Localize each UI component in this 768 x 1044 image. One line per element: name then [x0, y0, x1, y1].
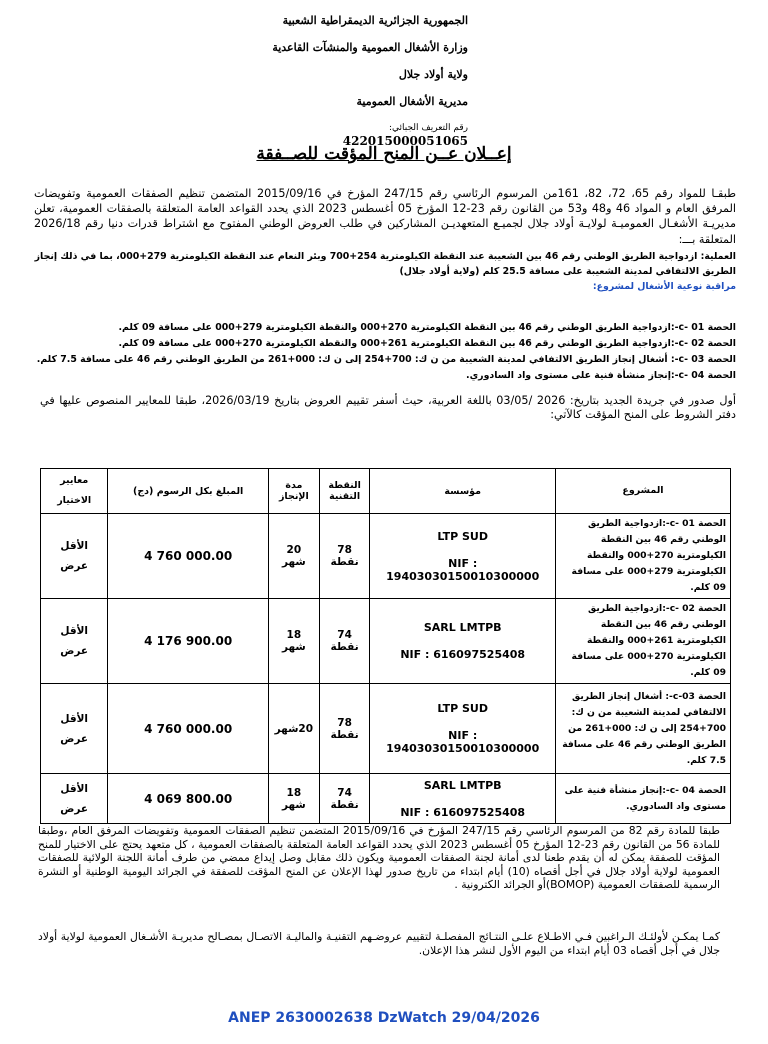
cell-points: 78 نقطة [319, 684, 370, 774]
cell-points: 78 نقطة [319, 514, 370, 599]
ministry-title: وزارة الأشغال العمومية والمنشآت القاعدية [272, 41, 468, 54]
cell-company [370, 514, 555, 599]
appeal-paragraph: طبقا للمادة رقم 82 من المرسوم الرئاسي رقم 247/15 المؤرخ في 2015/09/16 المتضمن تنظيم الصفقات العمومية وتفويضات المرفق العام ،وطبقا للمادة 56 من القانون رقم 23-12 المؤرخ 05 أغسطس 2023 الذي يحدد القواعد العامة المتعلقة بالصفقات العمومية ، كل متعهد يحتج على الاختيار للمنح المؤقت للصفقة يمكن له أن يقدم طعنا لدى أمانة لجنة الصفقات العمومية ويكون ذلك مقابل وصل إيداع ممضي من طرف أمانة اللجنة الولائية للصفقات العمومية لولاية أولاد جلال في أجل أقصاه (10) أيام ابتداء من تاريخ صدور لهذا الإعلان عن المنح المؤقت للصفقة في الجرائد اليومية الوطنية أو النشرة الرسمية للصفقات العمومية (BOMOP)أو الجرائد الكترونية . [38, 824, 721, 891]
lot-item: الحصة 01 -c-:ازدواجية الطريق الوطني رقم 46 بين النقطة الكيلومترية 270+000 والنقطة الكيلومترية 279+000 على مسافة 09 كلم. [118, 322, 736, 333]
lot-item: الحصة 03 -c-: أشغال إنجاز الطريق الالتفافي لمدينة الشعيبة من ن ك: 700+254 إلى ن ك: 000+261 من الطريق الوطني رقم 46 على مسافة 7.5 كلم. [36, 354, 736, 365]
table-row [41, 774, 731, 824]
cell-amount: 4 176 900.00 [108, 599, 269, 684]
directorate-title: مديرية الأشغال العمومية [356, 95, 468, 108]
company-nif: NIF : 19403030150010300000 [386, 729, 540, 755]
wilaya-title: ولاية أولاد جلال [398, 68, 468, 81]
lots-list [34, 320, 736, 384]
cell-duration: 20 شهر [268, 514, 319, 599]
header-criteria: معايير الاختيار [41, 469, 108, 514]
table-row [41, 599, 731, 684]
cell-company [370, 774, 555, 824]
lot-item: الحصة 02 -c-:ازدواجية الطريق الوطني رقم 46 بين النقطة الكيلومترية 261+000 والنقطة الكيلومترية 270+000 على مسافة 09 كلم. [118, 338, 736, 349]
cell-company [370, 599, 555, 684]
header-company: مؤسسة [370, 469, 555, 514]
cell-duration: 18 شهر [268, 774, 319, 824]
company-nif: NIF : 616097525408 [400, 648, 526, 661]
header-points: النقطة التقنية [319, 469, 370, 514]
header-duration: مدة الإنجاز [268, 469, 319, 514]
table-header-row [41, 469, 731, 514]
results-consultation-paragraph: كمـا يمكـن لأولئـك الـراغبين فـي الاطـلاع علـى النتـائج المفصلـة لتقييم عروضـهم التقنيـة والماليـة الاتصـال بمصـالح مديريـة الأشـغال العمومية لولاية أولاد جلال في أجل أقصاه 03 أيام ابتداء من اليوم الأول لنشر هذا الإعلان. [38, 930, 720, 957]
company-name: LTP SUD [437, 529, 488, 543]
cell-project: الحصة 01 -c-:ازدواجية الطريق الوطني رقم 46 بين النقطة الكيلومترية 270+000 والنقطة الكيلومترية 279+000 على مسافة 09 كلم. [555, 514, 730, 599]
cell-project: الحصة 03-c-: أشغال إنجاز الطريق الالتفافي لمدينة الشعيبة من ن ك: 700+254 إلى ن ك: 000+261 من الطريق الوطني رقم 46 على مسافة 7.5 كلم. [555, 684, 730, 774]
lot-item: الحصة 04 -c-:إنجاز منشأة فنية على مستوى واد السادوري. [466, 370, 736, 381]
cell-company [370, 684, 555, 774]
operation-text: ازدواجية الطريق الوطني رقم 46 بين الشعيبة عند النقطة الكيلومترية 254+700 وبئر النعام عند النقطة الكيلومترية 279+000، بما في ذلك إنجاز الطريق الالتفافي لمدينة الشعيبة على مسافة 25.5 كلم (ولاية أولاد جلال) [34, 251, 736, 277]
operation-block [34, 249, 736, 294]
header-project: المشروع [555, 469, 730, 514]
cell-project: الحصة 02 -c-:ازدواجية الطريق الوطني رقم 46 بين النقطة الكيلومترية 261+000 والنقطة الكيلومترية 270+000 على مسافة 09 كلم. [555, 599, 730, 684]
cell-amount: 4 760 000.00 [108, 514, 269, 599]
cell-project: الحصة 04 -c-:إنجاز منشأة فنية على مستوى واد السادوري. [555, 774, 730, 824]
cell-amount: 4 760 000.00 [108, 684, 269, 774]
cell-duration: 18 شهر [268, 599, 319, 684]
company-nif: NIF : 616097525408 [400, 805, 526, 819]
company-name: SARL LMTPB [423, 621, 502, 634]
intro-paragraph: طبقـا للمواد رقم 65، 72، 82، 161من المرسوم الرئاسي رقم 247/15 المؤرخ في 2015/09/16 المتضمن تنظيم الصفقات العمومية وتفويضات المرفق العام و المواد 46 و48 و53 من القانون رقم 23-12 المؤرخ 05 أغسطس 2023 الذي يحدد القواعد العامة المتعلقة بالصفقات العمومية، تعلن مديريـة الأشغـال العموميـة لولايـة أولاد جلال لجميـع المتعهديـن المشاركين في طلب العروض الوطني المفتوح مع اشتراط قدرات دنيا رقم 2026/18 المتعلقة بـــ: [34, 187, 736, 246]
publication-paragraph: أول صدور في جريدة الجديد بتاريخ: 2026 /03/05 باللغة العربية، حيث أسفر تقييم العروض بتاريخ 2026/03/19، طبقا للمعايير المنصوص عليها في دفتر الشروط على المنح المؤقت كالآتي: [40, 394, 736, 421]
cell-criteria: الأقل عرض [41, 599, 108, 684]
cell-criteria: الأقل عرض [41, 684, 108, 774]
company-nif: NIF : 19403030150010300000 [386, 556, 540, 583]
cell-points: 74 نقطة [319, 774, 370, 824]
cell-criteria: الأقل عرض [41, 774, 108, 824]
table-row [41, 684, 731, 774]
fiscal-id-label: رقم التعريف الجبائي: [389, 123, 468, 133]
monitoring-heading: مراقبة نوعية الأشغال لمشروع: [592, 281, 736, 292]
cell-amount: 4 069 800.00 [108, 774, 269, 824]
republic-title: الجمهورية الجزائرية الديمقراطية الشعبية [282, 14, 468, 27]
company-name: LTP SUD [437, 702, 488, 715]
table-row [41, 514, 731, 599]
cell-points: 74 نقطة [319, 599, 370, 684]
operation-line [34, 249, 736, 279]
header-amount: المبلغ بكل الرسوم (دج) [108, 469, 269, 514]
operation-label: العملية: [700, 251, 736, 262]
page-title: إعــلان عــن المنح المؤقت للصــفقة [256, 144, 512, 164]
cell-criteria: الأقل عرض [41, 514, 108, 599]
cell-duration: 20شهر [268, 684, 319, 774]
award-table [40, 468, 731, 824]
anep-footer: ANEP 2630002638 DzWatch 29/04/2026 [228, 1010, 540, 1026]
header-block [228, 14, 468, 151]
fiscal-id-number: 422015000051065 [342, 134, 468, 148]
company-name: SARL LMTPB [423, 778, 502, 792]
